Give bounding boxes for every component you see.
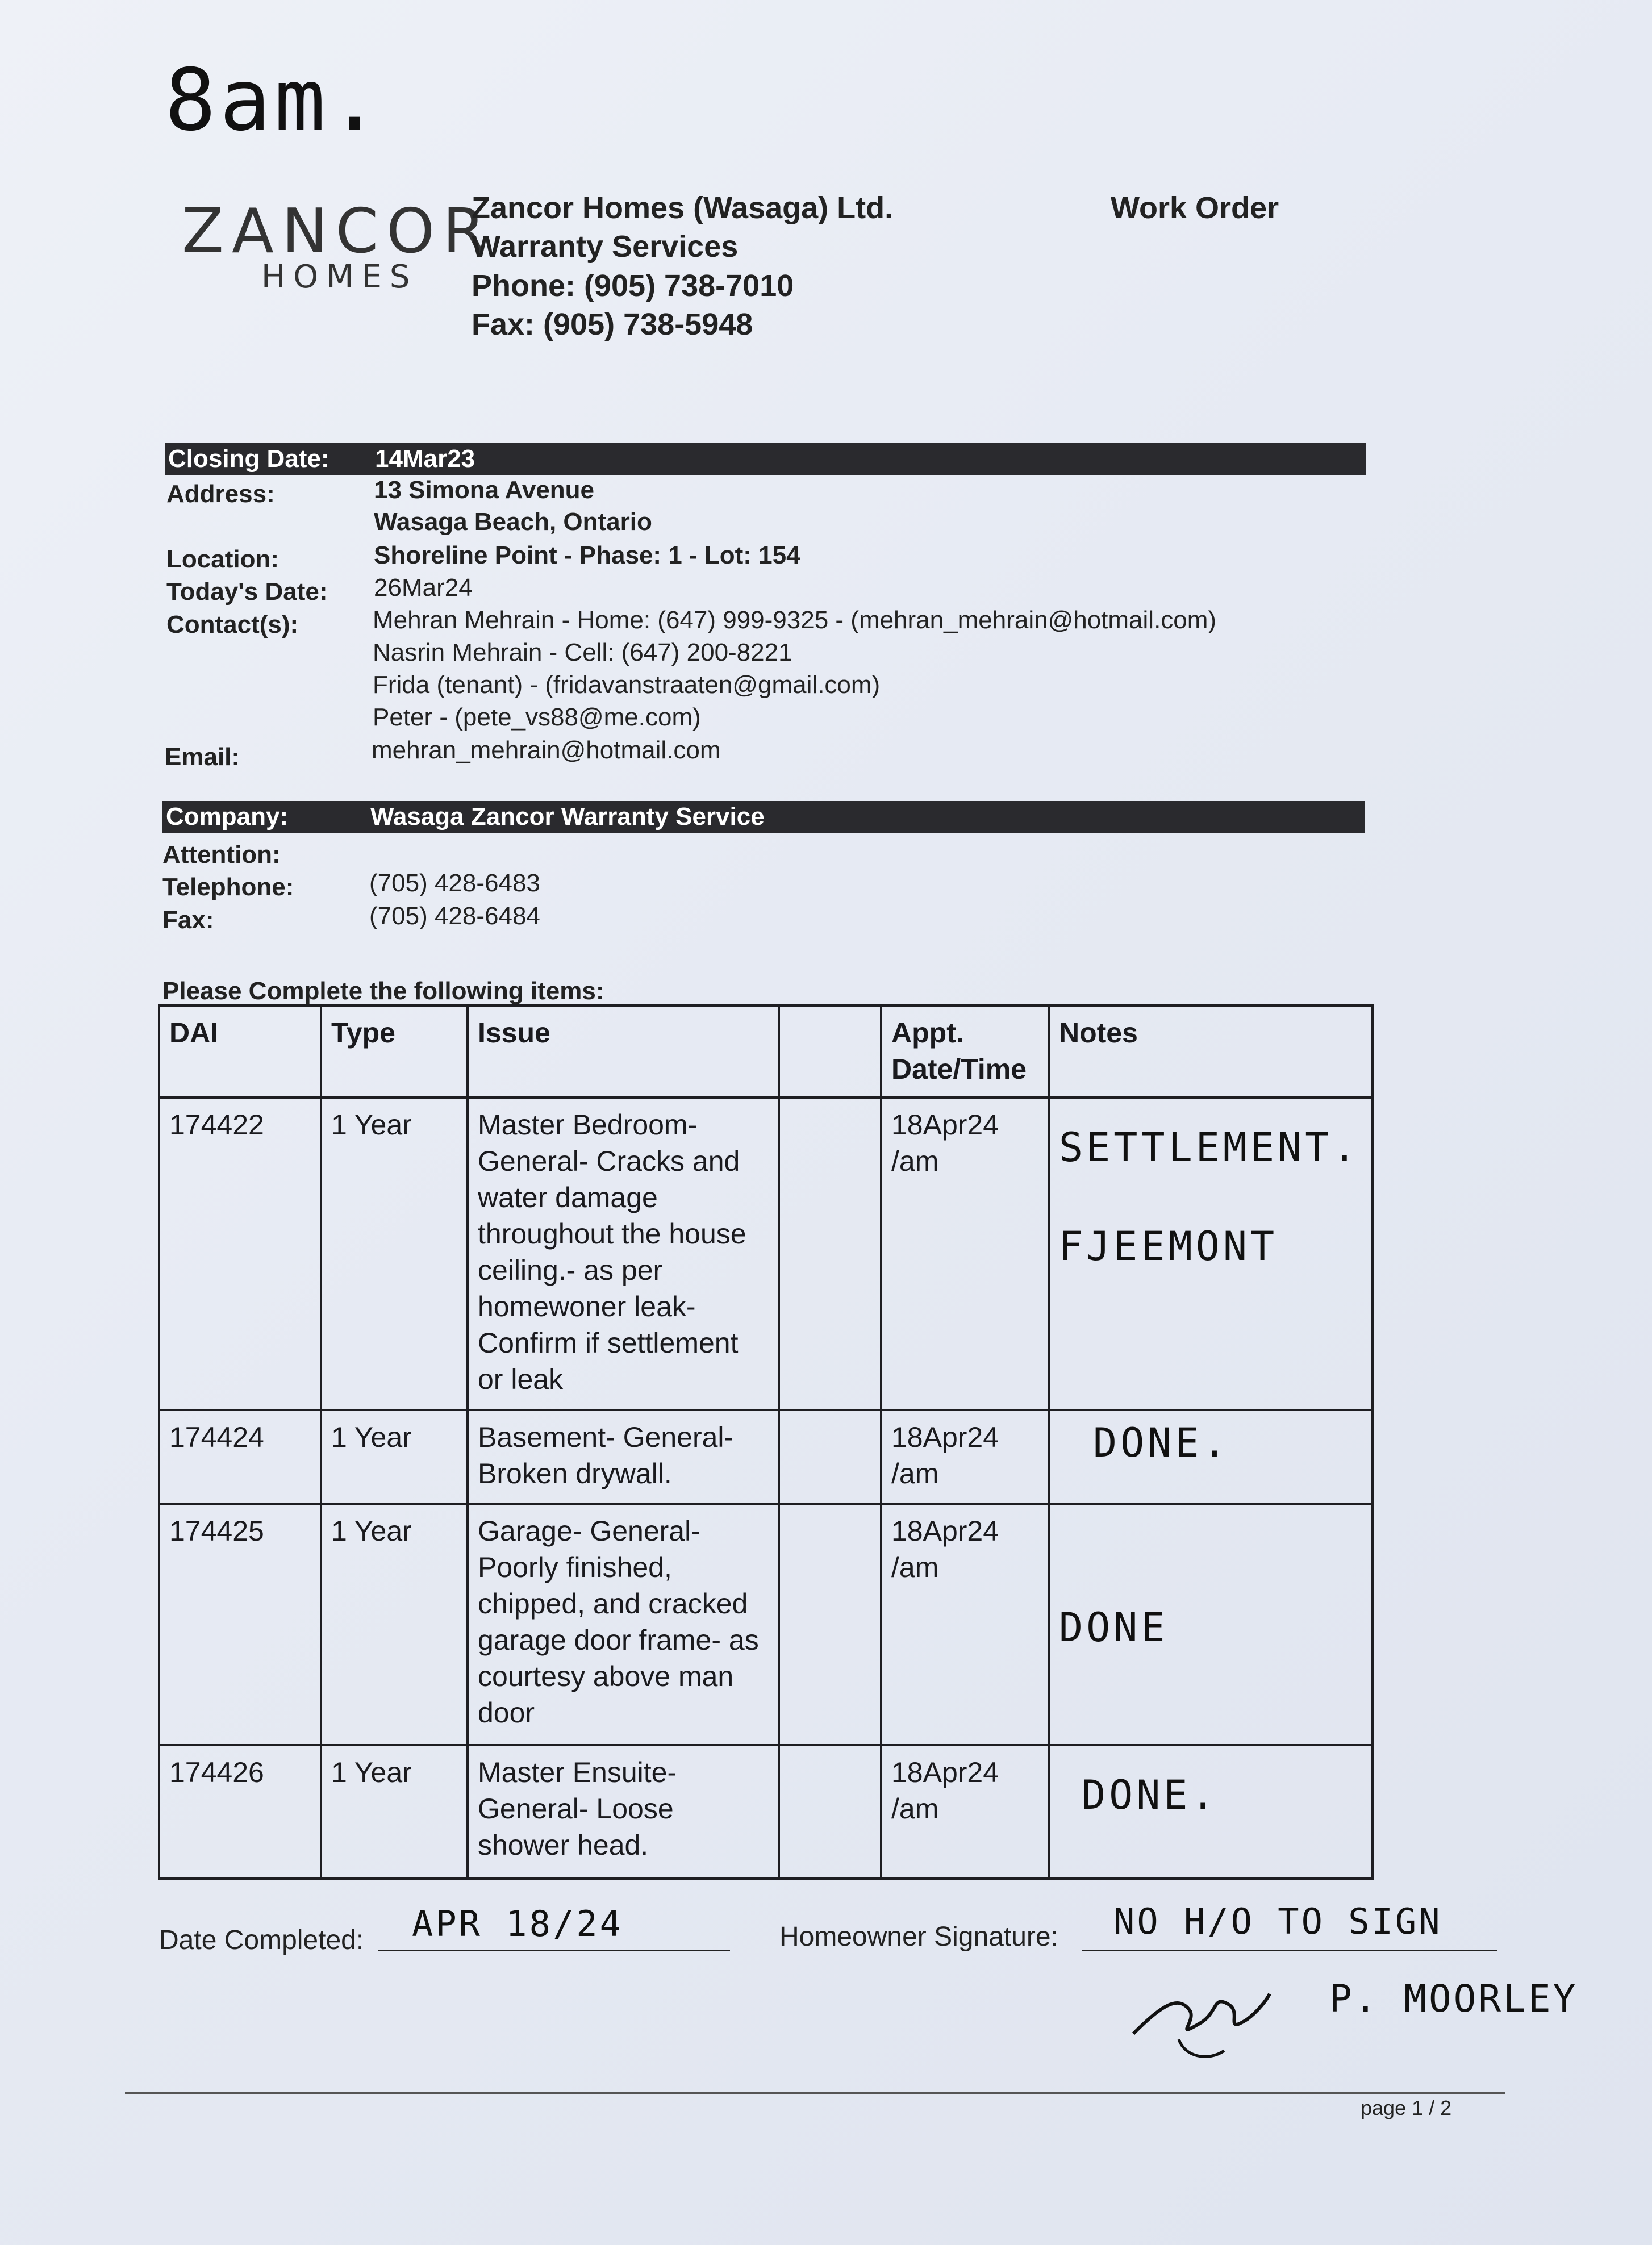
todays-date-label: Today's Date: — [166, 578, 328, 606]
company-phone: Phone: (905) 738-7010 — [472, 269, 794, 303]
cell-notes — [1049, 1098, 1373, 1410]
handwritten-note: FJEEMONT — [1059, 1223, 1278, 1270]
col-header-appt-line2: Date/Time — [891, 1053, 1027, 1085]
cell-blank — [779, 1745, 881, 1879]
cell-issue: Master Ensuite- General- Loose shower head. — [468, 1745, 779, 1879]
service-company-bar — [162, 801, 1365, 833]
email-label: Email: — [165, 743, 240, 771]
service-fax-label: Fax: — [162, 906, 214, 934]
cell-type: 1 Year — [321, 1504, 468, 1745]
homeowner-signature-label: Homeowner Signature: — [779, 1922, 1058, 1952]
handwritten-note: SETTLEMENT. — [1059, 1124, 1360, 1171]
document-title: Work Order — [1111, 191, 1279, 225]
footer-rule — [125, 2092, 1505, 2094]
cell-appt-date: 18Apr24 — [891, 1109, 999, 1141]
cell-appt — [881, 1745, 1049, 1879]
service-fax-value: (705) 428-6484 — [369, 902, 540, 930]
contact-line: Peter - (pete_vs88@me.com) — [373, 703, 701, 731]
col-header-blank — [779, 1005, 881, 1098]
location-value: Shoreline Point - Phase: 1 - Lot: 154 — [374, 541, 800, 569]
date-completed-line — [378, 1903, 730, 1951]
cell-type: 1 Year — [321, 1745, 468, 1879]
contact-line: Mehran Mehrain - Home: (647) 999-9325 - (mehran_mehrain@hotmail.com) — [373, 606, 1217, 634]
cell-dai: 174426 — [159, 1745, 321, 1879]
handwritten-note: DONE. — [1082, 1772, 1219, 1818]
signer-name: P. MOORLEY — [1329, 1977, 1578, 2021]
telephone-label: Telephone: — [162, 873, 294, 901]
col-header-type: Type — [321, 1005, 468, 1098]
cell-dai: 174424 — [159, 1410, 321, 1504]
date-completed-label: Date Completed: — [159, 1925, 364, 1955]
cell-blank — [779, 1504, 881, 1745]
cell-appt-time: /am — [891, 1793, 939, 1825]
cell-issue: Basement- General- Broken drywall. — [468, 1410, 779, 1504]
cell-dai: 174422 — [159, 1098, 321, 1410]
cell-appt-date: 18Apr24 — [891, 1756, 999, 1788]
cell-issue: Master Bedroom- General- Cracks and water damage throughout the house ceiling.- as per homewoner leak- Confirm if settlement or leak — [468, 1098, 779, 1410]
homeowner-signature-line — [1082, 1901, 1497, 1951]
col-header-issue: Issue — [468, 1005, 779, 1098]
closing-date-value: 14Mar23 — [375, 445, 475, 473]
cell-type: 1 Year — [321, 1410, 468, 1504]
service-company-value: Wasaga Zancor Warranty Service — [370, 803, 765, 831]
address-line1: 13 Simona Avenue — [374, 476, 594, 504]
cell-blank — [779, 1098, 881, 1410]
company-name: Zancor Homes (Wasaga) Ltd. — [472, 191, 894, 225]
handwritten-note: DONE. — [1093, 1420, 1230, 1466]
cell-issue: Garage- General- Poorly finished, chipped, and cracked garage door frame- as courtesy above man door — [468, 1504, 779, 1745]
cell-appt — [881, 1098, 1049, 1410]
cell-notes — [1049, 1504, 1373, 1745]
email-value: mehran_mehrain@hotmail.com — [372, 736, 721, 764]
cell-appt-time: /am — [891, 1458, 939, 1489]
contacts-label: Contact(s): — [166, 611, 299, 639]
cell-type: 1 Year — [321, 1098, 468, 1410]
company-department: Warranty Services — [472, 229, 739, 264]
cell-appt-time: /am — [891, 1551, 939, 1583]
cell-notes — [1049, 1745, 1373, 1879]
table-row — [159, 1410, 1373, 1504]
cell-appt-time: /am — [891, 1145, 939, 1177]
cell-appt — [881, 1504, 1049, 1745]
cell-appt-date: 18Apr24 — [891, 1515, 999, 1547]
homeowner-signature-value: NO H/O TO SIGN — [1113, 1901, 1442, 1942]
table-header-row — [159, 1005, 1373, 1098]
col-header-dai: DAI — [159, 1005, 321, 1098]
company-logo-sub: HOMES — [261, 258, 418, 295]
page-number: page 1 / 2 — [1361, 2096, 1452, 2119]
date-completed-value: APR 18/24 — [412, 1903, 623, 1944]
col-header-appt — [881, 1005, 1049, 1098]
table-row — [159, 1098, 1373, 1410]
table-row — [159, 1504, 1373, 1745]
location-label: Location: — [166, 545, 279, 573]
col-header-notes: Notes — [1049, 1005, 1373, 1098]
col-header-appt-line1: Appt. — [891, 1017, 964, 1049]
company-logo-word: ZANCOR — [182, 196, 494, 267]
todays-date-value: 26Mar24 — [374, 574, 473, 602]
address-line2: Wasaga Beach, Ontario — [374, 508, 652, 536]
telephone-value: (705) 428-6483 — [369, 869, 540, 897]
table-row — [159, 1745, 1373, 1879]
cell-appt — [881, 1410, 1049, 1504]
cell-dai: 174425 — [159, 1504, 321, 1745]
closing-date-label: Closing Date: — [168, 445, 329, 473]
contact-line: Frida (tenant) - (fridavanstraaten@gmail.com) — [373, 671, 881, 699]
cell-appt-date: 18Apr24 — [891, 1421, 999, 1453]
attention-label: Attention: — [162, 841, 281, 869]
address-label: Address: — [166, 480, 275, 508]
handwritten-note: DONE — [1059, 1604, 1169, 1651]
handwritten-time-note: 8am. — [165, 51, 384, 150]
company-fax: Fax: (905) 738-5948 — [472, 307, 753, 341]
closing-date-bar — [165, 443, 1366, 475]
cell-notes — [1049, 1410, 1373, 1504]
signature-scribble — [1128, 1971, 1275, 2068]
work-items-table — [158, 1004, 1374, 1880]
items-heading: Please Complete the following items: — [162, 977, 604, 1005]
service-company-label: Company: — [166, 803, 289, 831]
cell-blank — [779, 1410, 881, 1504]
contact-line: Nasrin Mehrain - Cell: (647) 200-8221 — [373, 639, 792, 666]
